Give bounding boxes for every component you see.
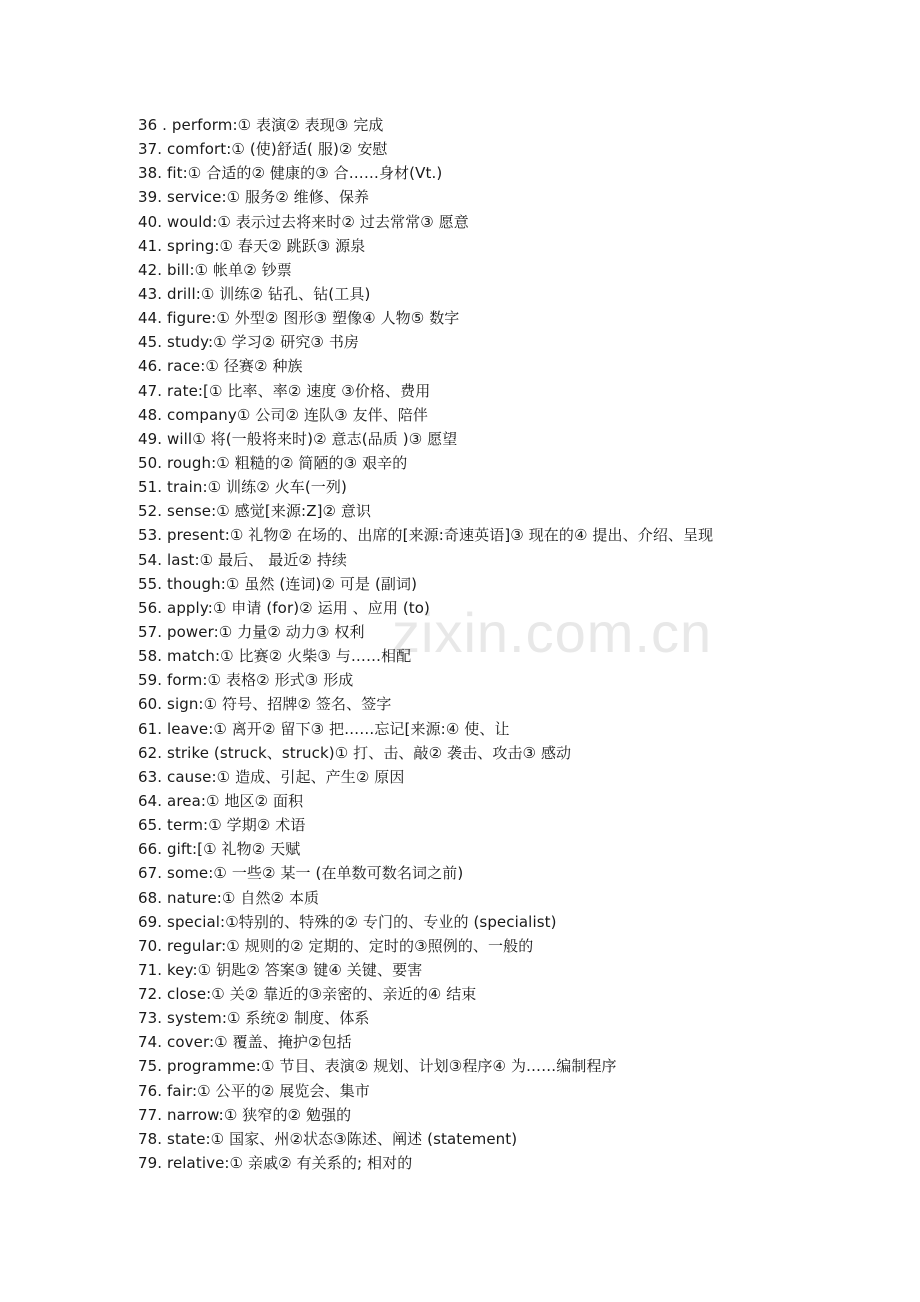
vocab-entry: 50. rough:① 粗糙的② 简陋的③ 艰辛的 <box>138 453 408 472</box>
vocab-entry: 43. drill:① 训练② 钻孔、钻(工具) <box>138 284 371 303</box>
vocab-entry: 47. rate:[① 比率、率② 速度 ③价格、费用 <box>138 381 431 400</box>
vocab-entry: 42. bill:① 帐单② 钞票 <box>138 260 292 279</box>
vocab-entry: 39. service:① 服务② 维修、保养 <box>138 188 370 207</box>
vocab-entry: 74. cover:① 覆盖、掩护②包括 <box>138 1033 352 1052</box>
vocab-entry: 79. relative:① 亲戚② 有关系的; 相对的 <box>138 1154 413 1173</box>
watermark: zixin.com.cn <box>392 601 713 664</box>
vocab-entry: 69. special:①特别的、特殊的② 专门的、专业的 (specialist) <box>138 912 557 931</box>
vocab-entry: 76. fair:① 公平的② 展览会、集市 <box>138 1081 370 1100</box>
vocab-entry: 77. narrow:① 狭窄的② 勉强的 <box>138 1105 352 1124</box>
vocab-entry: 53. present:① 礼物② 在场的、出席的[来源:奇速英语]③ 现在的④ 提出、介绍、呈现 <box>138 526 714 545</box>
vocab-entry: 59. form:① 表格② 形式③ 形成 <box>138 671 354 690</box>
vocabulary-list <box>138 113 878 1175</box>
vocab-entry: 57. power:① 力量② 动力③ 权利 <box>138 622 365 641</box>
vocab-entry: 63. cause:① 造成、引起、产生② 原因 <box>138 767 405 786</box>
vocab-entry: 73. system:① 系统② 制度、体系 <box>138 1009 370 1028</box>
vocab-entry: 60. sign:① 符号、招牌② 签名、签字 <box>138 695 392 714</box>
vocab-entry: 61. leave:① 离开② 留下③ 把……忘记[来源:④ 使、让 <box>138 719 510 738</box>
vocab-entry: 46. race:① 径赛② 种族 <box>138 357 303 376</box>
vocab-entry: 52. sense:① 感觉[来源:Z]② 意识 <box>138 502 372 521</box>
vocab-entry: 66. gift:[① 礼物② 天赋 <box>138 840 301 859</box>
vocab-entry: 56. apply:① 申请 (for)② 运用 、应用 (to) <box>138 598 430 617</box>
vocab-entry: 70. regular:① 规则的② 定期的、定时的③照例的、一般的 <box>138 936 534 955</box>
vocab-entry: 45. study:① 学习② 研究③ 书房 <box>138 333 360 352</box>
vocab-entry: 58. match:① 比赛② 火柴③ 与……相配 <box>138 647 412 666</box>
vocab-entry: 51. train:① 训练② 火车(一列) <box>138 478 347 497</box>
vocab-entry: 75. programme:① 节目、表演② 规划、计划③程序④ 为……编制程序 <box>138 1057 617 1076</box>
vocab-entry: 55. though:① 虽然 (连词)② 可是 (副词) <box>138 574 418 593</box>
vocab-entry: 49. will① 将(一般将来时)② 意志(品质 )③ 愿望 <box>138 429 458 448</box>
vocab-entry: 72. close:① 关② 靠近的③亲密的、亲近的④ 结束 <box>138 985 477 1004</box>
vocab-entry: 37. comfort:① (使)舒适( 服)② 安慰 <box>138 140 388 159</box>
vocab-entry: 78. state:① 国家、州②状态③陈述、阐述 (statement) <box>138 1129 518 1148</box>
vocab-entry: 65. term:① 学期② 术语 <box>138 816 306 835</box>
vocab-entry: 48. company① 公司② 连队③ 友伴、陪伴 <box>138 405 429 424</box>
vocab-entry: 44. figure:① 外型② 图形③ 塑像④ 人物⑤ 数字 <box>138 309 460 328</box>
vocab-entry: 71. key:① 钥匙② 答案③ 键④ 关键、要害 <box>138 960 423 979</box>
vocab-entry: 67. some:① 一些② 某一 (在单数可数名词之前) <box>138 864 464 883</box>
vocab-entry: 68. nature:① 自然② 本质 <box>138 888 320 907</box>
vocab-entry: 41. spring:① 春天② 跳跃③ 源泉 <box>138 236 366 255</box>
vocab-entry: 36 . perform:① 表演② 表现③ 完成 <box>138 116 384 134</box>
vocab-entry: 54. last:① 最后、 最近② 持续 <box>138 550 348 569</box>
vocab-entry: 38. fit:① 合适的② 健康的③ 合……身材(Vt.) <box>138 164 443 183</box>
vocab-entry: 62. strike (struck、struck)① 打、击、敲② 袭击、攻击③ 感动 <box>138 743 572 762</box>
vocab-entry: 64. area:① 地区② 面积 <box>138 791 304 810</box>
vocab-entry: 40. would:① 表示过去将来时② 过去常常③ 愿意 <box>138 212 469 231</box>
